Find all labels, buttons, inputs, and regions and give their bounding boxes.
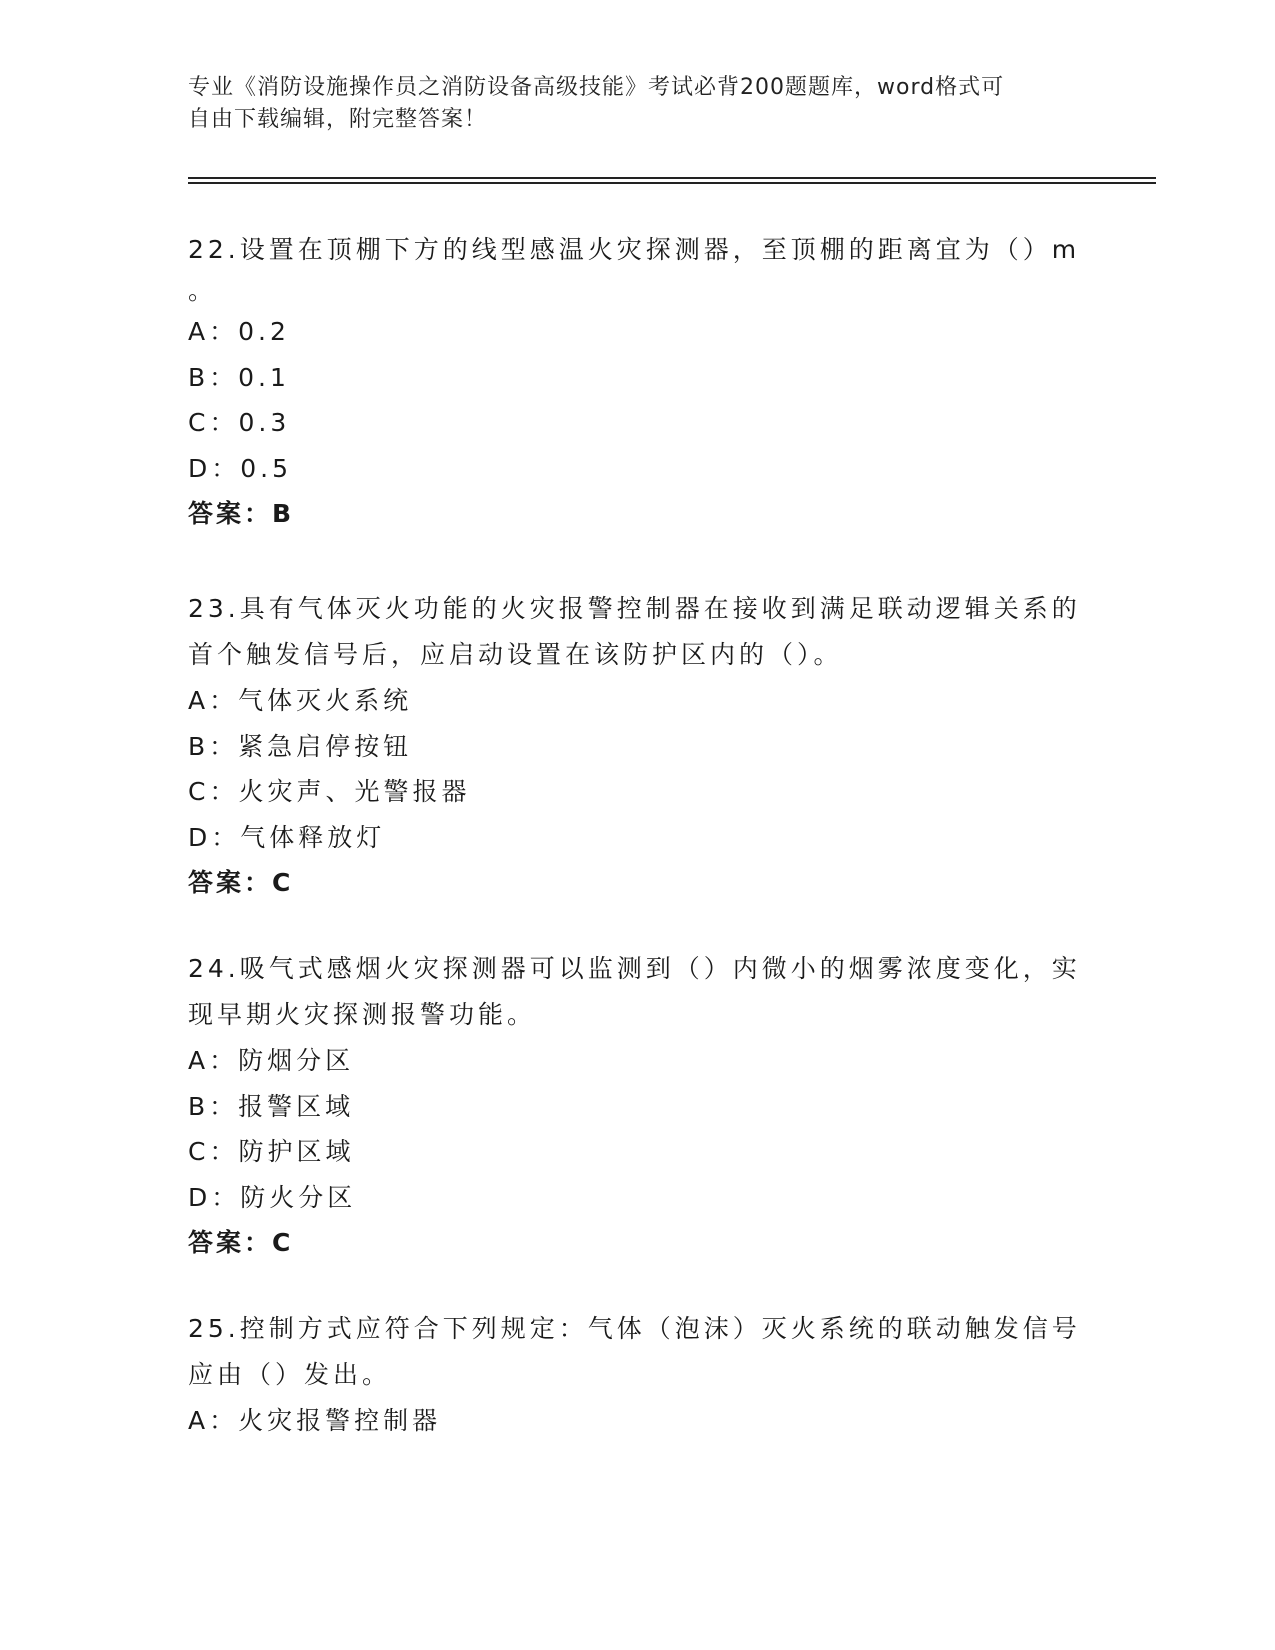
option-text: 防护区域 <box>238 1137 355 1166</box>
question-stem-line: 现早期火灾探测报警功能。 <box>188 1000 537 1029</box>
option-label: A： <box>188 1046 239 1075</box>
option-text: 火灾声、光警报器 <box>238 777 471 806</box>
question-24 <box>188 946 1081 1266</box>
answer: 答案：C <box>188 1228 294 1257</box>
option-a <box>188 309 1068 355</box>
option-text: 紧急启停按钮 <box>238 731 413 761</box>
option-c <box>188 400 1068 446</box>
document-header <box>188 72 1088 136</box>
option-label: B： <box>188 362 239 392</box>
option-text: 防烟分区 <box>238 1046 355 1075</box>
question-22 <box>188 227 1081 537</box>
option-d <box>188 446 1068 492</box>
option-b <box>188 1084 1068 1130</box>
option-label: A： <box>188 686 239 715</box>
option-a <box>188 1398 1068 1444</box>
option-a <box>188 1038 1068 1084</box>
question-stem-line: 24.吸气式感烟火灾探测器可以监测到（）内微小的烟雾浓度变化，实 <box>188 954 1081 983</box>
option-b <box>188 724 1068 770</box>
question-stem-line: 。 <box>188 276 218 305</box>
question-23 <box>188 586 1081 906</box>
option-text: 报警区域 <box>238 1091 355 1121</box>
question-stem-line: 22.设置在顶棚下方的线型感温火灾探测器，至顶棚的距离宜为（）m <box>188 235 1081 264</box>
option-label: D： <box>188 453 241 483</box>
question-stem-line: 23.具有气体灭火功能的火灾报警控制器在接收到满足联动逻辑关系的 <box>188 594 1081 623</box>
answer: 答案：B <box>188 499 295 528</box>
option-text: 0.3 <box>238 408 291 437</box>
option-label: C： <box>188 777 239 806</box>
option-c <box>188 1129 1068 1175</box>
question-stem <box>188 946 1081 1038</box>
option-text: 0.2 <box>238 317 290 346</box>
question-stem-line: 应由（）发出。 <box>188 1360 392 1389</box>
option-d <box>188 815 1068 861</box>
option-text: 气体灭火系统 <box>238 686 413 715</box>
option-label: B： <box>188 731 239 761</box>
question-25 <box>188 1306 1081 1444</box>
option-a <box>188 678 1068 724</box>
header-divider-top <box>188 177 1156 179</box>
question-stem <box>188 586 1081 678</box>
question-stem-line: 25.控制方式应符合下列规定：气体（泡沫）灭火系统的联动触发信号 <box>188 1314 1081 1343</box>
option-label: A： <box>188 1406 239 1435</box>
option-c <box>188 769 1068 815</box>
option-label: A： <box>188 317 239 346</box>
header-line-1: 专业《消防设施操作员之消防设备高级技能》考试必背200题题库，word格式可 <box>188 75 1005 100</box>
option-label: C： <box>188 408 239 437</box>
option-text: 气体释放灯 <box>240 822 386 852</box>
answer: 答案：C <box>188 868 294 897</box>
option-label: D： <box>188 822 241 852</box>
option-b <box>188 355 1068 401</box>
question-stem <box>188 1306 1081 1398</box>
header-line-2: 自由下载编辑，附完整答案！ <box>188 107 488 132</box>
option-label: B： <box>188 1091 239 1121</box>
option-text: 火灾报警控制器 <box>238 1406 442 1435</box>
option-label: D： <box>188 1182 241 1212</box>
question-stem <box>188 227 1081 309</box>
option-d <box>188 1175 1068 1221</box>
option-text: 0.5 <box>240 453 293 483</box>
header-divider-bottom <box>188 182 1156 184</box>
question-stem-line: 首个触发信号后，应启动设置在该防护区内的（）。 <box>188 640 843 669</box>
option-label: C： <box>188 1137 239 1166</box>
option-text: 0.1 <box>238 362 290 392</box>
option-text: 防火分区 <box>240 1182 357 1212</box>
